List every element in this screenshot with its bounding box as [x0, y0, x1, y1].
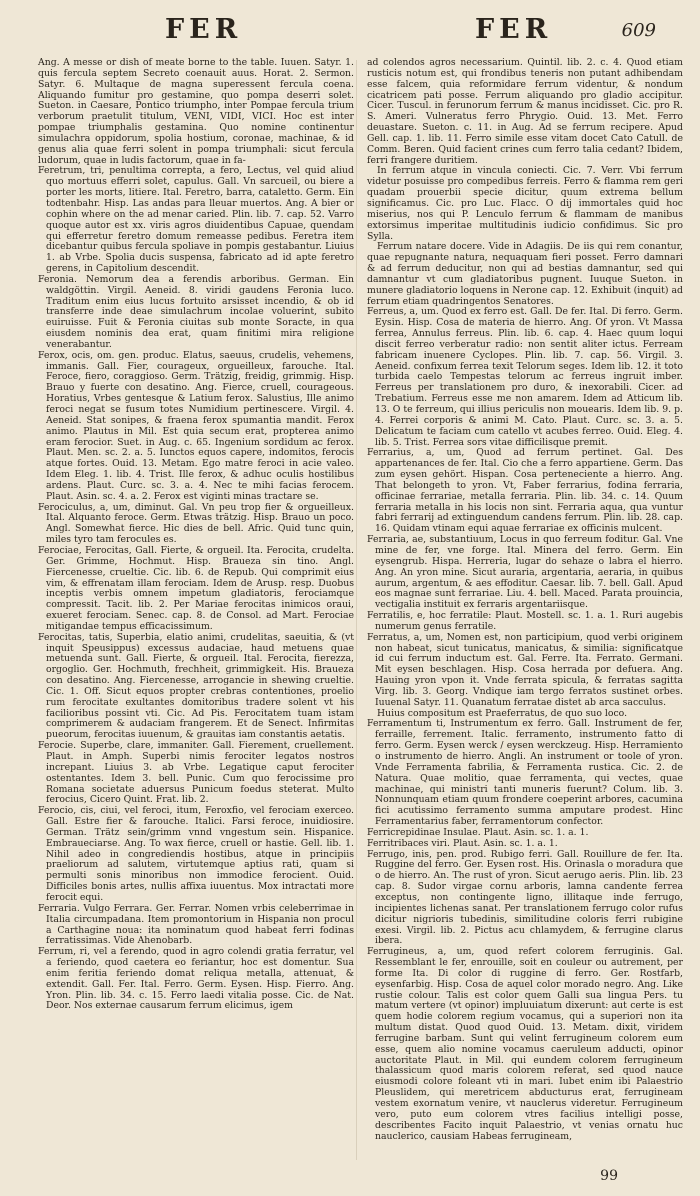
entry-ferrugo: Ferrugo, inis, pen. prod. Rubigo ferri. Gall. Rouillure de fer. Ita. Ruggine del ferro. Ger. Eysen rost. His. Orinasla o moradura que o de hierro. An. The rust of yron. Sicut aerugo aeris. Plin. lib. 23 cap. 8. Sudor virgae cornu arboris, lamna candente ferrea exceptus, non contingente ligno, illitaque inde ferrugo, incipientes lichenas sanat. Per translationem ferrugo color rufus dicitur nigrioris tubedinis, similitudine coloris ferri rubigine exesi. Virgil. lib. 2. Pictus acu chlamydem, & ferrugine clarus ibera. [367, 848, 683, 947]
entry-ferocie: Ferocie. Superbe, clare, immaniter. Gall. Fierement, cruellement. Plaut. in Amph. Superbi nimis ferociter legatos nostros increpant. Liuius 3. ab Vrbe. Legatique caput ferociter ostentantes. Idem 3. bell. Punic. Cum quo ferocissime pro Romana societate aduersus Punicum foedus steterat. Multo ferocius, Cicero Quint. Frat. lib. 2. [38, 740, 354, 806]
entry-ferox: Ferox, ocis, om. gen. produc. Elatus, saeuus, crudelis, vehemens, immanis. Gall. Fier, courageux, orgueilleux, farouche. Ital. Feroce, fiero, coraggioso. Germ. Trätzig, freidig, grimmig. Hisp. Brauo y fuerte con desatino. Ang. Fierce, cruell, courageous. Horatius, Vrbes gentesque & Latium ferox. Salustius, Ille animo feroci negat se fusum totes Numidium pertinescere. Virgil. 4. Aeneid. Stat sonipes, & fraena ferox spumantia mandit. Ferox animo. Plautus in Mil. Est quia secum erat, propterea animo eram ferocior. Suet. in Aug. c. 65. Ingenium sordidum ac ferox. Plaut. Men. sc. 2. a. 5. Iunctos equos capere, indomitos, ferocis atque fortes. Ouid. 13. Metam. Ego matre feroci in acie valeo. Idem Eleg. 1. lib. 4. Trist. Ille ferox, & adhuc oculis hostilibus ardens. Plaut. Curc. sc. 3. a. 4. Nec te mihi facias ferocem. Plaut. Asin. sc. 4. a. 2. Ferox est viginti minas tractare se. [38, 349, 354, 502]
running-head-right: FER [475, 14, 553, 45]
entry-ferocitas: Ferocitas, tatis, Superbia, elatio animi, crudelitas, saeuitia, & (vt inquit Speusippus) excessus audaciae, haud metuens quae metuenda sunt. Gall. Fierte, & orgueil. Ital. Ferocita, fierezza, orgoglio. Ger. Hochmuth, frechheit, grimmigkeit. His. Braueza con desatino. Ang. Fiercenesse, arrogancie in shewing crueltie. Cic. 1. Off. Sicut equos propter crebras contentiones, proelio rum ferocitate exultantes domitoribus tradere solent vt his facilioribus possint vti. Cic. Ad Pis. Ferocitatem tuam istam comprimerem & audaciam frangerem. Et de Senect. Infirmitas pueorum, ferocitas iuuenum, & grauitas iam constantis aetatis. [38, 631, 354, 741]
running-head-left: FER [165, 14, 243, 45]
entry-ferraria: Ferraria, ae, substantiuum, Locus in quo ferreum foditur. Gal. Vne mine de fer, vne forge. Ital. Minera del ferro. Germ. Ein eysengrub. Hispa. Herreria, lugar do sehaze o labra el hierro. Ang. An yron mine. Sicut auraria, argentaria, aeraria, in quibus aurum, argentum, & aes effoditur. Caesar. lib. 7. bell. Gall. Apud eos magnae sunt ferrariae. Liu. 4. bell. Maced. Parata prouincia, vectigalia instituit ex ferraris argentariisque. [367, 534, 683, 611]
entry-paragraph: In ferrum atque in vincula coniecti. Cic. 7. Verr. Vbi ferrum videtur posuisse pro compedibus ferreis. Ferro & flamma rem geri quadam prouerbii specie dicitur, quum extrema bellum significamus. Cic. pro Luc. Flacc. O dij immortales quid hoc miserius, nos qui P. Lenculo ferrum & flammam de manibus extorsimus imperitae multitudinis iudicio confidimus. Sic pro Sylla. [367, 165, 683, 242]
entry-ferritribaces: Ferritribaces viri. Plaut. Asin. sc. 1. a. 1. [367, 837, 558, 849]
entry-ferratus: Ferratus, a, um, Nomen est, non participium, quod verbi originem non habeat, sicut tunicatus, manicatus, & similia: significatque id cui ferrum inductum est. Gal. Ferre. Ita. Ferrato. Germani. Mit eysen beschlagen. Hisp. Cosa herrada por defuera. Ang. Hauing yron vpon it. Vnde ferrata spicula, & ferratas sagitta Virg. lib. 3. Georg. Vndique iam tergo ferratos sustinet orbes. Iuuenal Satyr. 11. Quanatum ferratae distet ab arca sacculus. [367, 631, 683, 708]
entry-ferratilis: Ferratilis, e, hoc ferratile: Plaut. Mostell. sc. 1. a. 1. Ruri augebis numerum genus ferratile. [367, 610, 683, 632]
entry-feronia: Feronia. Nemorum dea a ferendis arboribus. German. Ein waldgöttin. Virgil. Aeneid. 8. viridi gaudens Feronia luco. Traditum enim eius lucus fortuito arsisset incendio, & ob id transferre inde deae simulachrum incolae voluerint, subito euiruisse. Fuit & Feronia ciuitas sub monte Soracte, in qua eiusdem nominis dea erat, quam finitimi mira religione venerabantur. [38, 273, 354, 350]
page-number: 609 [621, 20, 656, 41]
entry-ferramentum: Ferramentum ti, Instrumentum ex ferro. Gall. Instrument de fer, ferraille, ferrement. Italic. ferramento, instrumento fatto di ferro. Germ. Eysen werck / eysen werckzeug. Hisp. Herramiento o instrumento de hierro. Angli. An instrument or toole of yron. Vnde Ferramenta fabrilia, & Ferramenta rustica. Cic. 2. de Natura. Quae molitio, quae ferramenta, qui vectes, quae machinae, qui ministri tanti muneris fuerunt? Colum. lib. 3. Nonnunquam etiam quum frondere coeperint arbores, cacumina fici acutissimo ferramento summa amputare prodest. Hinc Ferramentarius faber, ferramentorum confector. [367, 718, 683, 828]
entry-ferreus: Ferreus, a, um. Quod ex ferro est. Gall. De fer. Ital. Di ferro. Germ. Eysin. Hisp. Cosa de materia de hierro. Ang. Of yron. Vt Massa ferrea, Annulus ferreus. Plin. lib. 6. cap. 4. Haec quum loqui discit ferreo verberatur radio: non sentit aliter ictus. Ferream fabricam inuenere Cyclopes. Plin. lib. 7. cap. 56. Virgil. 3. Aeneid. confixum ferrea texit Telorum seges. Idem lib. 12. it toto turbida caelo Tempestas telorum ac ferreus ingruit imber. Ferreus per translationem pro duro, & inexorabili. Cicer. ad Trebatium. Ferreus esse me non amarem. Idem ad Atticum lib. 13. O te ferreum, qui illius periculis non mouearis. Idem lib. 9. p. 4. Ferrei corporis & animi M. Cato. Plaut. Curc. sc. 3. a. 5. Delicatum te faciam cum catello vt acubes ferreo. Ouid. Eleg. 4. lib. 5. Trist. Ferrea sors vitae difficilisque premit. [367, 306, 683, 448]
right-column [367, 58, 683, 1142]
column-gutter [356, 60, 357, 1160]
entry-ferrarius: Ferrarius, a, um, Quod ad ferrum pertinet. Gal. Des appartenances de fer. Ital. Cio che a ferro appartiene. Germ. Das zum eysen gehört. Hispan. Cosa perteneciente a hierro. Ang. That belongeth to yron. Vt, Faber ferrarius, fodina ferraria, officinae ferrariae, metalla ferraria. Plin. lib. 34. c. 14. Quum ferraria metalla in his locis non sint. Ferraria aqua, qua vuntur fabri ferrarij ad extinguendum candens ferrum. Plin. lib. 28. cap. 16. Quidam vtinam equi aquae ferrariae ex officinis mulcent. [367, 447, 683, 535]
entry-ferocio: Ferocio, cis, ciui, vel feroci, itum, Feroxfio, vel ferociam exerceo. Gall. Estre fier & farouche. Italici. Farsi feroce, inuidiosire. German. Trätz sein/grimm vnnd vngestum sein. Hispanice. Embraueciarse. Ang. To wax fierce, cruell or hastie. Gell. lib. 1. Nihil adeo in congrediendis hostibus, atque in principiis praeliorum ad salutem, virtutemque aptius rati, quam si permulti sonis minoribus non immodice ferocient. Ouid. Difficiles bonis artes, nullis affixa iuuentus. Mox intractati more ferocit equi. [38, 805, 354, 903]
entry-ferrum: Ferrum, ri, vel a ferendo, quod in agro colendi gratia ferratur, vel a feriendo, quod caetera eo feriantur, hoc est domentur. Sua enim feritia feriendo domat reliqua metalla, attenuat, & extendit. Gall. Fer. Ital. Ferro. Germ. Eysen. Hisp. Fierro. Ang. Yron. Plin. lib. 34. c. 15. Ferro laedi vitalia posse. Cic. de Nat. Deor. Nos externae causarum ferrum elicimus, igem [38, 946, 354, 1012]
entry-ferraria-city: Ferraria. Vulgo Ferrara. Ger. Ferrar. Nomen vrbis celeberrimae in Italia circumpadana. Item promontorium in Hispania non procul a Carthagine noua: ita nominatum quod habeat ferri fodinas ferratissimas. Vide Ahenobarb. [38, 902, 354, 947]
entry-paragraph: Ang. A messe or dish of meate borne to the table. Iuuen. Satyr. 1. quis fercula septem Secreto coenauit auus. Horat. 2. Sermon. Satyr. 6. Multaque de magna superessent fercula coena. Aliquando fumitur pro gestamine, quo pompa deserri solet. Sueton. in Caesare, Pontico triumpho, inter Pompae fercula trium verborum praetulit titulum, VENI, VIDI, VICI. Hoc est inter pompae triumphalis gestamina. Quo nomine continentur simulachra oppidorum, spolia hostium, coronae, machinae, & id genus alia quae ferri solent in pompa triumphali: sicut fercula ludorum, quae in ludis factorum, quae in fa- [38, 57, 354, 166]
entry-ferociae: Ferociae, Ferocitas, Gall. Fierte, & orgueil. Ita. Ferocita, crudelta. Ger. Grimme, Hochmut. Hisp. Braueza sin tino. Angl. Fiercenesse, crueltie. Cic. lib. 6. de Repub. Qui comprimit eius vim, & effrenatam illam ferociam. Idem de Arusp. resp. Duobus inceptis verbis omnem impetum gladiatoris, ferociamque compressit. Tacit. lib. 2. Per Mariae ferocitas inimicos oraui, exueret ferociam. Senec. cap. 8. de Consol. ad Mart. Ferociae mitigandae tempus efficacissimum. [38, 544, 354, 632]
entry-ferociculus: Ferociculus, a, um, diminut. Gal. Vn peu trop fier & orgueilleux. Ital. Alquanto feroce. Germ. Etwas trätzig. Hisp. Brauo un poco. Angl. Somewhat fierce. Hic dies de bell. Afric. Quid tunc quin, miles tyro tam ferocules es. [38, 501, 354, 546]
entry-paragraph: Huius compositum est Praeferratus, de quo suo loco. [377, 707, 628, 719]
left-column [38, 58, 354, 1012]
entry-paragraph: Ferrum natare docere. Vide in Adagiis. De iis qui rem conantur, quae repugnante natura, nequaquam fieri posset. Ferro damnari & ad ferrum deducitur, non qui ad bestias damnantur, sed qui damnantur vt cum gladiatoribus pugnent. Iuuque Sueton. in munere gladiatorio loquens in Nerone cap. 12. Exhibuit (inquit) ad ferrum etiam quadringentos Senatores. [367, 241, 683, 307]
entry-ferrugineus: Ferrugineus, a, um, quod refert colorem ferruginis. Gal. Ressemblant le fer, enrouille, soit en couleur ou autrement, per forme Ita. Di color di ruggine di ferro. Ger. Rostfarb, eysenfarbig. Hisp. Cosa de aquel color morado negro. Ang. Like rustie colour. Talis est color quem Galli sua lingua Pers. tu matum vertere (vt opinor) impluuiatum dixerunt: aut certe is est quem hodie colorem regium vocamus, qui a superiori non ita multum distat. Quod quod Ouid. 13. Metam. dixit, viridem ferrugine barbam. Sunt qui velint ferrugineum colorem eum esse, quem alio nomine vocamus caeruleum adducti, opinor auctoritate Plaut. in Mil. qui eundem colorem ferrugineum thalassicum quod maris colorem referat, sed quod nauce eiusmodi colore foleant vti in mari. Iubet enim ibi Palaestrio Pleuslidem, qui meretricem abducturus erat, ferrugineam vestem exornatum venire, vt nauclerus videretur. Ferrugineum vero, puto eum colorem vtres facilius intelligi posse, describentes Facito inquit Palaestrio, vt venias ornatu huc nauclerico, causiam Habeas ferrugineam, [367, 946, 683, 1142]
entry-ferricrepidinae: Ferricrepidinae Insulae. Plaut. Asin. sc. 1. a. 1. [367, 826, 589, 838]
signature-mark: 99 [600, 1168, 618, 1184]
entry-paragraph: ad colendos agros necessarium. Quintil. lib. 2. c. 4. Quod etiam rusticis notum est, qui frondibus teneris non putant adhibendam esse falcem, quia reformidare ferrum videntur, & nondum cicatricem pati posse. Ferrum aliquando pro gladio accipitur. Cicer. Tuscul. in ferunorum ferrum & manus incidisset. Cic. pro R. S. Ameri. Vulneratus ferro Phrygio. Ouid. 13. Met. Ferro deuastare. Sueton. c. 11. in Aug. Ad se ferrum recipere. Apud Gell. cap. 1. lib. 11. Ferro simile esse vitam docet Cato Catull. de Comm. Beren. Quid facient crines cum ferro talia cedant? Ibidem, ferri frangere duritiem. [367, 57, 683, 166]
entry-feretrum: Feretrum, tri, penultima correpta, a fero, Lectus, vel quid aliud quo mortuus efferri solet, capulus. Gall. Vn sarcueil, ou biere a porter les morts, litiere. Ital. Feretro, barra, cataletto. Germ. Ein todtenbahr. Hisp. Las andas para lleuar muertos. Ang. A bier or cophin where on the ad menar caried. Plin. lib. 7. cap. 52. Varro quoque autor est xx. viris agros diuidentibus Capuae, quendam qui efferretur feretro domum remeasse pedibus. Feretra item dicebantur quibus fercula spoliave in pompis gestabantur. Liuius 1. ab Vrbe. Spolia ducis suspensa, fabricato ad id apte feretro gerens, in Capitolium descendit. [38, 165, 354, 275]
